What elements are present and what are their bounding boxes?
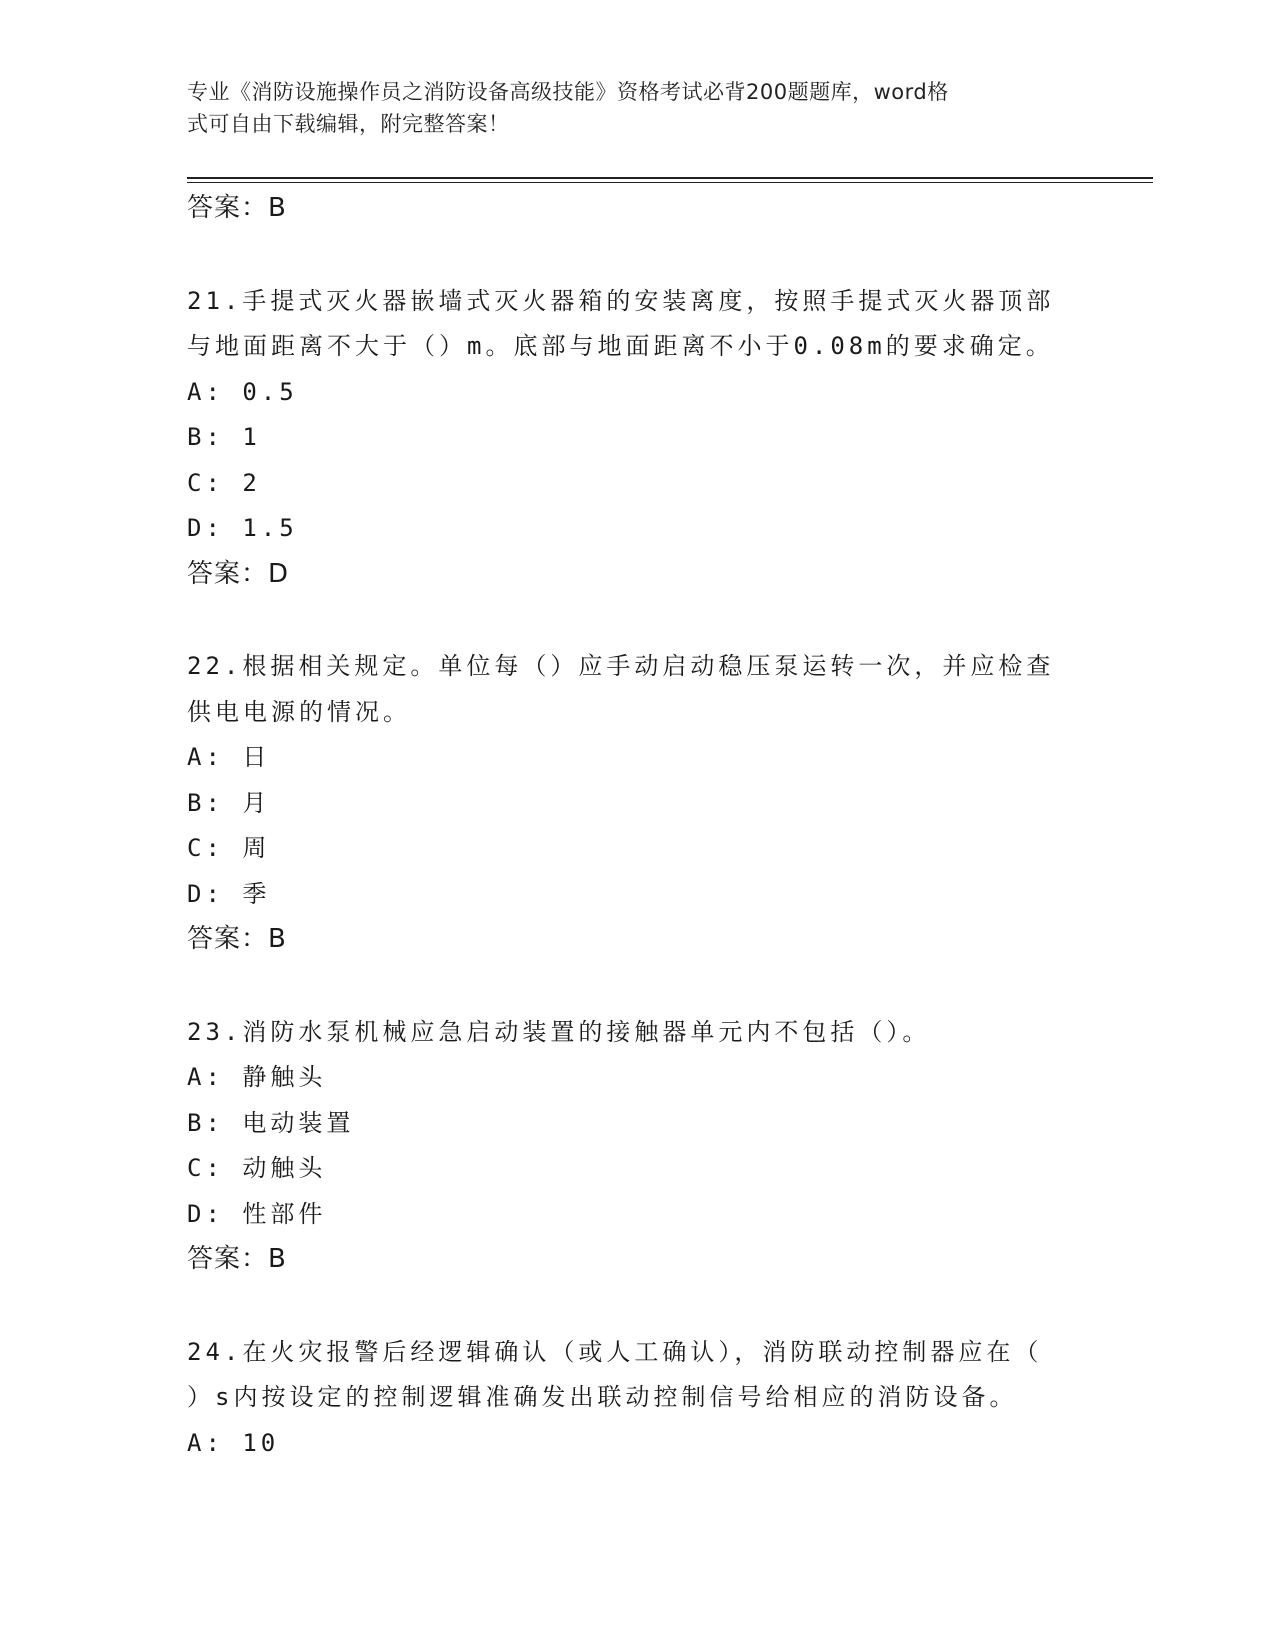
page-header xyxy=(187,76,1067,140)
question-block-24 xyxy=(187,1330,1087,1467)
question-stem-line: 21.手提式灭火器嵌墙式灭火器箱的安装离度，按照手提式灭火器顶部 xyxy=(187,286,1055,315)
answer-line: 答案：B xyxy=(187,924,287,954)
option-b: B: 1 xyxy=(187,423,261,451)
question-stem-line: 与地面距离不大于（）m。底部与地面距离不小于0.08m的要求确定。 xyxy=(187,332,1054,360)
option-b: B: 电动装置 xyxy=(187,1108,355,1137)
option-a: A: 0.5 xyxy=(187,377,298,406)
question-block-23 xyxy=(187,1010,1087,1283)
spacer xyxy=(187,597,1087,644)
answer-line: 答案：D xyxy=(187,558,290,589)
question-stem-line: 24.在火灾报警后经逻辑确认（或人工确认），消防联动控制器应在（ xyxy=(187,1337,1043,1366)
question-block-21 xyxy=(187,279,1087,598)
option-c: C: 周 xyxy=(187,834,271,862)
option-a: A: 10 xyxy=(187,1428,280,1457)
question-stem-line: 22.根据相关规定。单位每（）应手动启动稳压泵运转一次，并应检查 xyxy=(187,652,1055,680)
question-list xyxy=(187,186,1087,1466)
spacer xyxy=(187,232,1087,279)
header-line-2: 式可自由下载编辑，附完整答案！ xyxy=(187,112,510,136)
header-rule-thick xyxy=(187,177,1153,179)
question-stem-line: 供电电源的情况。 xyxy=(187,697,411,726)
header-rule-thin xyxy=(187,182,1153,183)
answer-line: 答案：B xyxy=(187,1244,287,1274)
option-a: A: 静触头 xyxy=(187,1063,327,1091)
option-b: B: 月 xyxy=(187,788,271,817)
option-d: D: 性部件 xyxy=(187,1199,327,1228)
header-line-1: 专业《消防设施操作员之消防设备高级技能》资格考试必背200题题库，word格 xyxy=(187,80,949,104)
question-stem-line: ）s内按设定的控制逻辑准确发出联动控制信号给相应的消防设备。 xyxy=(187,1383,1018,1411)
option-d: D: 1.5 xyxy=(187,514,298,542)
spacer xyxy=(187,963,1087,1010)
option-c: C: 动触头 xyxy=(187,1154,327,1182)
option-c: C: 2 xyxy=(187,468,261,497)
question-stem-line: 23.消防水泵机械应急启动装置的接触器单元内不包括（）。 xyxy=(187,1017,931,1046)
previous-answer: 答案：B xyxy=(187,193,287,223)
spacer xyxy=(187,1283,1087,1330)
option-d: D: 季 xyxy=(187,879,271,908)
question-block-22 xyxy=(187,644,1087,963)
option-a: A: 日 xyxy=(187,743,271,771)
